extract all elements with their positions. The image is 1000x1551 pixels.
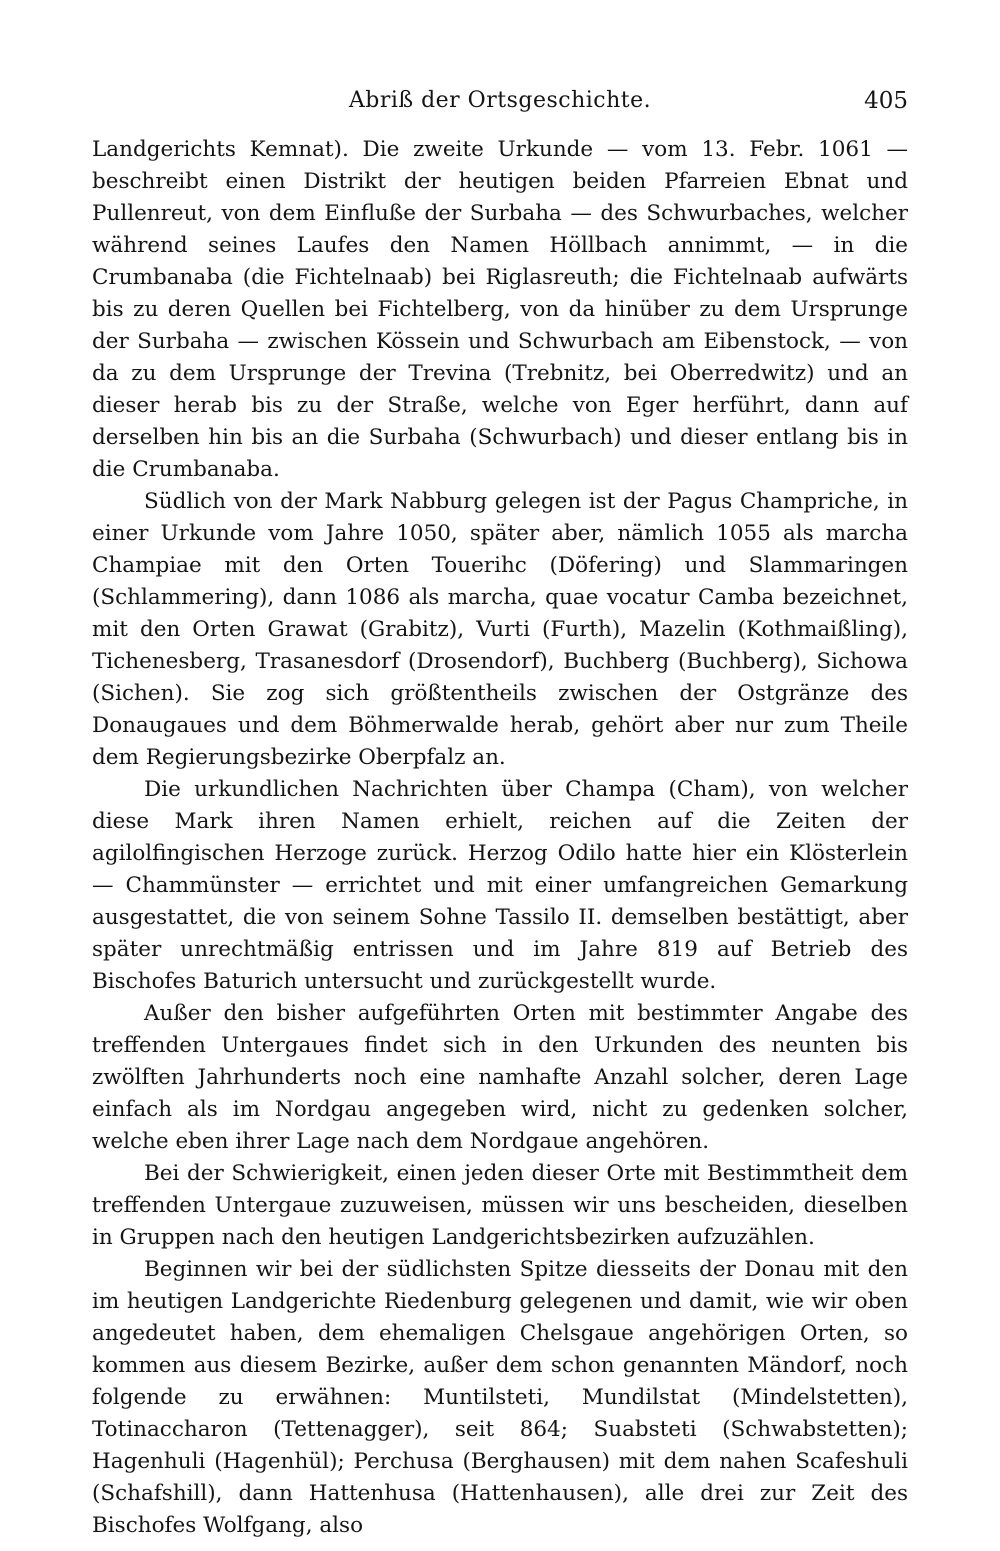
paragraph: Beginnen wir bei der südlichsten Spitze diesseits der Donau mit den im heutigen Landgerichte Riedenburg gelegenen und damit, wie wir oben angedeutet haben, dem ehemaligen Chelsgaue angehörigen Orten, so kommen aus diesem Bezirke, außer dem schon genannten Mändorf, noch folgende zu erwähnen: Muntilsteti, Mundilstat (Mindelstetten), Totinaccharon (Tettenagger), seit 864; Suabsteti (Schwabstetten); Hagenhuli (Hagenhül); Perchusa (Berghausen) mit dem nahen Scafeshuli (Schafshill), dann Hattenhusa (Hattenhausen), alle drei zur Zeit des Bischofes Wolfgang, also xyxy=(92,1257,908,1538)
paragraph: Außer den bisher aufgeführten Orten mit bestimmter Angabe des treffenden Untergaues findet sich in den Urkunden des neunten bis zwölften Jahrhunderts noch eine namhafte Anzahl solcher, deren Lage einfach als im Nordgau angegeben wird, nicht zu gedenken solcher, welche eben ihrer Lage nach dem Nordgaue angehören. xyxy=(92,1001,908,1154)
paragraph: Bei der Schwierigkeit, einen jeden dieser Orte mit Bestimmtheit dem treffenden Untergaue zuzuweisen, müssen wir uns bescheiden, dieselben in Gruppen nach den heutigen Landgerichtsbezirken aufzuzählen. xyxy=(92,1161,908,1250)
page-number: 405 xyxy=(864,88,908,114)
book-page xyxy=(92,88,908,1538)
body-text xyxy=(92,134,908,1542)
running-title: Abriß der Ortsgeschichte. xyxy=(348,88,652,113)
paragraph: Die urkundlichen Nachrichten über Champa (Cham), von welcher diese Mark ihren Namen erhielt, reichen auf die Zeiten der agilolfingischen Herzoge zurück. Herzog Odilo hatte hier ein Klösterlein — Chammünster — errichtet und mit einer umfangreichen Gemarkung ausgestattet, die von seinem Sohne Tassilo II. demselben bestättigt, aber später unrechtmäßig entrissen und im Jahre 819 auf Betrieb des Bischofes Baturich untersucht und zurückgestellt wurde. xyxy=(92,777,908,994)
paragraph: Südlich von der Mark Nabburg gelegen ist der Pagus Champriche, in einer Urkunde vom Jahre 1050, später aber, nämlich 1055 als marcha Champiae mit den Orten Touerihc (Döfering) und Slammaringen (Schlammering), dann 1086 als marcha, quae vocatur Camba bezeichnet, mit den Orten Grawat (Grabitz), Vurti (Furth), Mazelin (Kothmaißling), Tichenesberg, Trasanesdorf (Drosendorf), Buchberg (Buchberg), Sichowa (Sichen). Sie zog sich größtentheils zwischen der Ostgränze des Donaugaues und dem Böhmerwalde herab, gehört aber nur zum Theile dem Regierungsbezirke Oberpfalz an. xyxy=(92,489,908,770)
paragraph-continued: Landgerichts Kemnat). Die zweite Urkunde — vom 13. Febr. 1061 — beschreibt einen Distrikt der heutigen beiden Pfarreien Ebnat und Pullenreut, von dem Einfluße der Surbaha — des Schwurbaches, welcher während seines Laufes den Namen Höllbach annimmt, — in die Crumbanaba (die Fichtelnaab) bei Riglasreuth; die Fichtelnaab aufwärts bis zu deren Quellen bei Fichtelberg, von da hinüber zu dem Ursprunge der Surbaha — zwischen Kössein und Schwurbach am Eibenstock, — von da zu dem Ursprunge der Trevina (Trebnitz, bei Oberredwitz) und an dieser herab bis zu der Straße, welche von Eger herführt, dann auf derselben hin bis an die Surbaha (Schwurbach) und dieser entlang bis in die Crumbanaba. xyxy=(92,137,908,482)
running-head xyxy=(92,88,908,130)
